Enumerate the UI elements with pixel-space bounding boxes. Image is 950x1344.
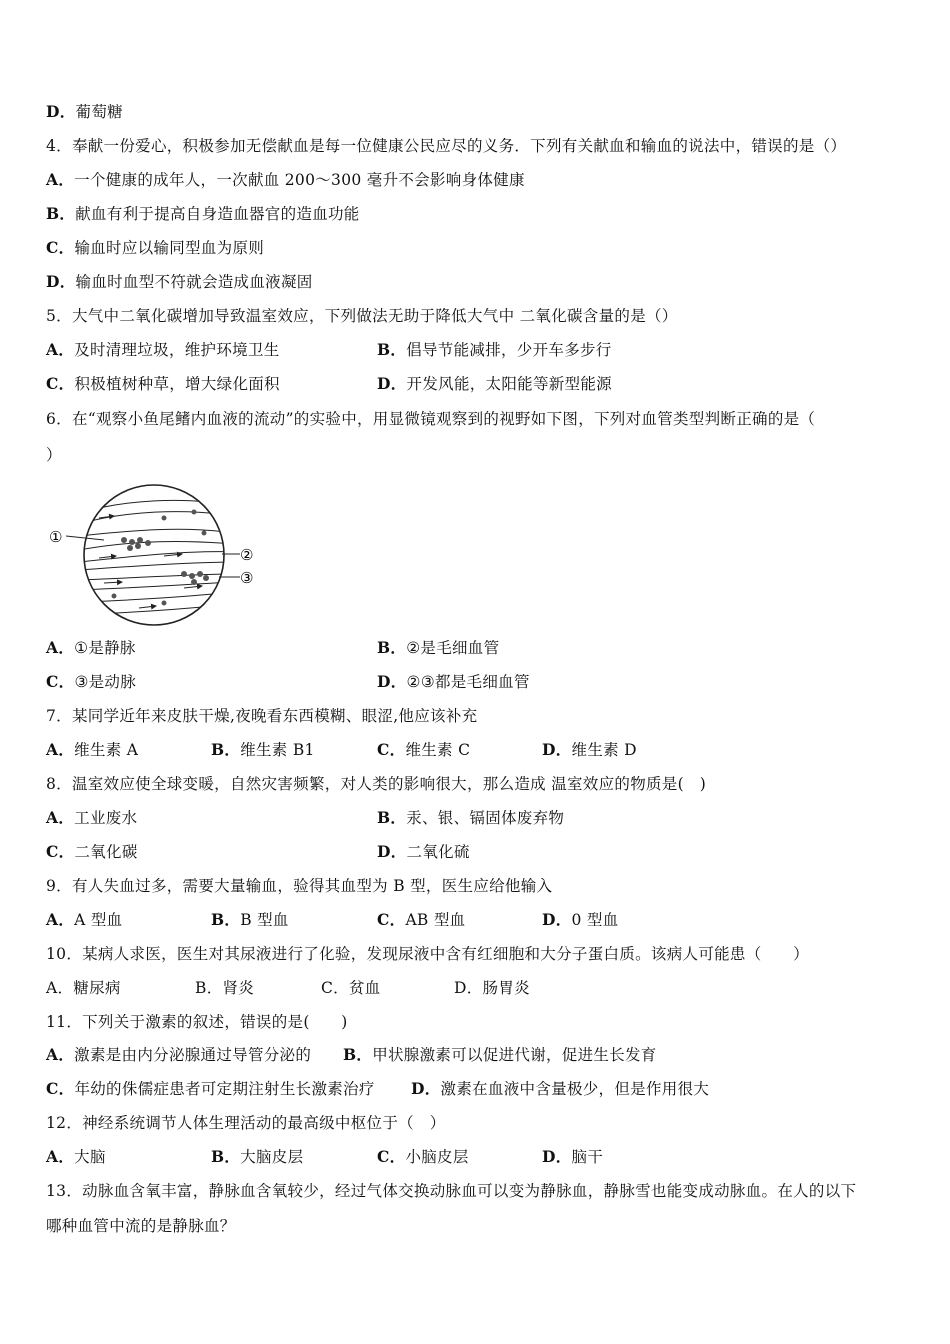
- q12-option-a: [46, 1147, 106, 1167]
- option-text: 维生素 A: [74, 741, 139, 759]
- option-label: C．: [46, 672, 75, 691]
- q5-option-a: [46, 340, 280, 360]
- option-text: AB 型血: [405, 911, 466, 929]
- option-label: A．: [46, 638, 75, 657]
- option-text: 贫血: [348, 979, 381, 997]
- q7-option-b: [211, 740, 315, 760]
- option-text: 维生素 D: [571, 741, 637, 759]
- option-text: 及时清理垃圾，维护环境卫生: [74, 341, 280, 359]
- q4-stem: 4．奉献一份爱心，积极参加无偿献血是每一位健康公民应尽的义务．下列有关献血和输血的说法中，错误的是（）: [46, 137, 847, 155]
- option-text: ①是静脉: [74, 639, 136, 657]
- option-label: D．: [411, 1079, 441, 1098]
- option-text: 维生素 B1: [240, 741, 315, 759]
- option-label: D．: [454, 979, 483, 997]
- option-text: 大脑皮层: [240, 1148, 304, 1166]
- q13-stem-line1: 13．动脉血含氧丰富，静脉血含氧较少，经过气体交换动脉血可以变为静脉血，静脉雪也能变成动脉血。在人的以下: [46, 1182, 857, 1200]
- option-label: D．: [377, 672, 407, 691]
- q12-option-b: [211, 1147, 303, 1167]
- option-label: B．: [343, 1045, 373, 1064]
- option-label: D．: [377, 842, 407, 861]
- q5-option-d: [377, 374, 612, 394]
- option-label: D．: [542, 740, 572, 759]
- q4-option-d: [46, 272, 313, 292]
- option-text: 开发风能，太阳能等新型能源: [406, 375, 612, 393]
- option-text: 小脑皮层: [405, 1148, 469, 1166]
- q4-option-b: [46, 204, 360, 224]
- q10-option-d: [454, 978, 530, 998]
- option-label: D．: [377, 374, 407, 393]
- figure-label-3: ③: [240, 569, 254, 587]
- option-text: 甲状腺激素可以促进代谢，促进生长发育: [372, 1046, 657, 1064]
- q11-option-a: [46, 1045, 311, 1065]
- option-label: B．: [211, 910, 241, 929]
- option-text: ②③都是毛细血管: [406, 673, 530, 691]
- option-label: C．: [46, 374, 75, 393]
- option-label: B．: [211, 740, 241, 759]
- option-label: A．: [46, 1045, 75, 1064]
- q8-option-c: [46, 842, 138, 862]
- option-text: ③是动脉: [74, 673, 137, 691]
- q11-stem: 11．下列关于激素的叙述，错误的是( ): [46, 1013, 348, 1031]
- q11-option-c: [46, 1079, 375, 1099]
- option-text: 汞、银、镉固体废弃物: [406, 809, 565, 827]
- q7-option-d: [542, 740, 637, 760]
- option-text: 激素在血液中含量极少，但是作用很大: [440, 1080, 710, 1098]
- q6-stem-line1: 6．在“观察小鱼尾鳍内血液的流动”的实验中，用显微镜观察到的视野如下图，下列对血管类型判断正确的是（: [46, 410, 816, 428]
- option-text: 维生素 C: [405, 741, 471, 759]
- fish-tail-microscope-figure: [44, 478, 274, 628]
- q6-option-c: [46, 672, 136, 692]
- option-text: 积极植树种草，增大绿化面积: [74, 375, 280, 393]
- option-text: 大脑: [74, 1148, 106, 1166]
- q3-option-d: [46, 102, 123, 122]
- q12-stem: 12．神经系统调节人体生理活动的最高级中枢位于（ ）: [46, 1114, 446, 1132]
- q5-option-c: [46, 374, 280, 394]
- figure-label-1: ①: [49, 528, 63, 546]
- option-label: B．: [46, 204, 76, 223]
- option-label: C．: [377, 740, 406, 759]
- option-label: B．: [211, 1147, 241, 1166]
- q6-option-a: [46, 638, 136, 658]
- q8-option-d: [377, 842, 470, 862]
- q11-option-b: [343, 1045, 657, 1065]
- q8-option-a: [46, 808, 137, 828]
- option-text: 二氧化硫: [406, 843, 470, 861]
- q12-option-c: [377, 1147, 469, 1167]
- option-label: A．: [46, 808, 75, 827]
- option-label: D．: [46, 102, 76, 121]
- option-label: D．: [542, 910, 572, 929]
- option-label: A．: [46, 979, 74, 997]
- q10-option-b: [195, 978, 254, 998]
- option-label: A．: [46, 910, 75, 929]
- q10-option-a: [46, 978, 121, 998]
- option-text: 葡萄糖: [75, 103, 123, 121]
- option-text: 激素是由内分泌腺通过导管分泌的: [74, 1046, 312, 1064]
- option-text: 倡导节能减排，少开车多步行: [406, 341, 612, 359]
- q6-option-b: [377, 638, 499, 658]
- q8-option-b: [377, 808, 564, 828]
- option-label: C．: [46, 1079, 75, 1098]
- q8-stem: 8．温室效应使全球变暖，自然灾害频繁，对人类的影响很大，那么造成 温室效应的物质是( ): [46, 775, 707, 793]
- q7-option-c: [377, 740, 470, 760]
- option-label: B．: [377, 638, 407, 657]
- q9-option-c: [377, 910, 465, 930]
- q4-option-c: [46, 238, 264, 258]
- q9-option-b: [211, 910, 289, 930]
- option-text: 肠胃炎: [482, 979, 530, 997]
- figure-label-2: ②: [240, 546, 254, 564]
- option-text: 脑干: [571, 1148, 604, 1166]
- option-text: ②是毛细血管: [406, 639, 500, 657]
- option-text: B 型血: [240, 911, 289, 929]
- q7-option-a: [46, 740, 138, 760]
- q13-stem-line2: 哪种血管中流的是静脉血？: [46, 1217, 236, 1235]
- option-label: D．: [46, 272, 76, 291]
- option-label: C．: [377, 910, 406, 929]
- option-label: C．: [321, 979, 349, 997]
- option-label: C．: [377, 1147, 406, 1166]
- option-text: 输血时应以输同型血为原则: [74, 239, 265, 257]
- q10-option-c: [321, 978, 381, 998]
- option-label: A．: [46, 170, 75, 189]
- option-label: B．: [377, 808, 407, 827]
- q10-stem: 10．某病人求医，医生对其尿液进行了化验，发现尿液中含有红细胞和大分子蛋白质。该病人可能患（ ）: [46, 945, 809, 963]
- q6-stem-line2: ）: [46, 446, 62, 464]
- option-text: 糖尿病: [73, 979, 121, 997]
- q9-option-d: [542, 910, 619, 930]
- option-text: 一个健康的成年人，一次献血 200～300 毫升不会影响身体健康: [74, 171, 525, 189]
- option-label: A．: [46, 740, 75, 759]
- option-text: 肾炎: [222, 979, 255, 997]
- option-text: 输血时血型不符就会造成血液凝固: [75, 273, 313, 291]
- q12-option-d: [542, 1147, 603, 1167]
- option-label: C．: [46, 842, 75, 861]
- q5-option-b: [377, 340, 612, 360]
- option-text: 0 型血: [571, 911, 619, 929]
- option-label: D．: [542, 1147, 572, 1166]
- q9-stem: 9．有人失血过多，需要大量输血，验得其血型为 B 型，医生应给他输入: [46, 877, 553, 895]
- option-text: A 型血: [74, 911, 123, 929]
- option-text: 工业废水: [74, 809, 138, 827]
- q9-option-a: [46, 910, 122, 930]
- q6-option-d: [377, 672, 530, 692]
- q7-stem: 7．某同学近年来皮肤干燥,夜晚看东西模糊、眼涩,他应该补充: [46, 707, 478, 725]
- option-label: C．: [46, 238, 75, 257]
- option-label: B．: [195, 979, 223, 997]
- option-label: A．: [46, 340, 75, 359]
- option-text: 献血有利于提高自身造血器官的造血功能: [75, 205, 360, 223]
- q11-option-d: [411, 1079, 709, 1099]
- option-text: 年幼的侏儒症患者可定期注射生长激素治疗: [74, 1080, 375, 1098]
- option-label: A．: [46, 1147, 75, 1166]
- option-label: B．: [377, 340, 407, 359]
- q5-stem: 5．大气中二氧化碳增加导致温室效应，下列做法无助于降低大气中 二氧化碳含量的是（）: [46, 307, 678, 325]
- option-text: 二氧化碳: [74, 843, 138, 861]
- q4-option-a: [46, 170, 525, 190]
